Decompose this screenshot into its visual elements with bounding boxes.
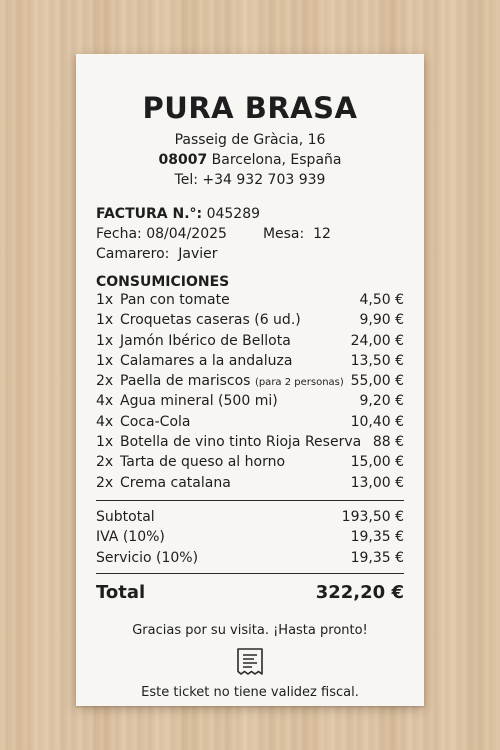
item-desc-text: Coca-Cola [120,413,191,430]
item-qty: 1x [96,292,114,308]
item-desc-text: Calamares a la andaluza [120,352,293,369]
item-desc-text: Tarta de queso al horno [120,454,286,471]
service-row [96,548,404,569]
item-desc-text: Botella de vino tinto Rioja Reserva [120,434,362,451]
total-value: 322,20 € [315,582,404,604]
item-desc-text: Paella de mariscos [120,373,255,390]
line-item [96,414,404,434]
item-price: 88 € [372,434,404,451]
service-label: Servicio (10%) [96,549,199,566]
line-item [96,353,404,373]
footer-note: Este ticket no tiene validez fiscal. [141,685,359,701]
iva-label: IVA (10%) [96,529,165,546]
invoice-label: FACTURA N.°: [96,206,203,222]
restaurant-name: PURA BRASA [142,91,358,125]
postal-code: 08007 [158,152,208,168]
line-item [96,312,404,332]
item-price: 24,00 € [350,332,404,349]
item-desc-text: Crema catalana [120,474,231,491]
item-price: 13,00 € [350,474,404,491]
line-item [96,434,404,454]
item-qty: 4x [96,413,114,430]
divider [96,500,404,501]
line-item [96,393,404,413]
item-qty: 1x [96,312,114,329]
item-desc-text: Croquetas caseras (6 ud.) [120,312,301,329]
subtotal-label: Subtotal [96,508,155,525]
item-desc [120,353,351,369]
item-desc [120,333,351,349]
item-price: 9,20 € [359,393,404,410]
item-desc-text: Jamón Ibérico de Bellota [120,332,291,349]
item-desc [120,292,359,308]
item-qty: 2x [96,454,114,471]
total-row [96,580,404,606]
item-price: 15,00 € [350,454,404,471]
item-desc [120,393,359,409]
invoice-number-row [96,204,404,224]
subtotal-value: 193,50 € [341,508,404,525]
item-desc-text: Pan con tomate [120,292,230,308]
subtotal-row [96,507,404,528]
item-qty: 4x [96,393,114,410]
item-desc [120,373,351,389]
item-desc [120,475,351,491]
total-label: Total [96,582,146,604]
invoice-date: 08/04/2025 [146,226,227,242]
table-label: Mesa: [262,226,305,242]
item-desc [120,434,373,450]
service-value: 19,35 € [350,549,404,566]
item-qty: 1x [96,352,114,369]
item-note: (para 2 personas) [254,377,344,389]
receipt [76,54,424,706]
table-number: 12 [313,226,331,242]
item-desc-text: Agua mineral (500 mi) [120,393,278,410]
item-desc [120,454,351,470]
address-line: Passeig de Gràcia, 16 [174,132,326,148]
date-table-row [96,224,404,244]
item-price: 4,50 € [359,292,404,308]
line-item [96,292,404,312]
waiter-name: Javier [178,246,218,262]
items-list [96,292,404,495]
city: Barcelona, España [211,152,342,168]
waiter-label: Camarero: [96,246,170,262]
item-desc [120,414,351,430]
line-item [96,454,404,474]
divider [96,573,404,574]
date-label: Fecha: [96,226,142,242]
line-item [96,475,404,495]
invoice-meta [96,204,404,264]
thanks-message: Gracias por su visita. ¡Hasta pronto! [132,623,368,639]
section-title: CONSUMICIONES [96,274,230,290]
iva-row [96,527,404,548]
item-price: 13,50 € [350,352,404,369]
item-qty: 1x [96,332,114,349]
line-item [96,373,404,393]
item-qty: 1x [96,434,114,451]
item-qty: 2x [96,373,114,390]
iva-value: 19,35 € [350,529,404,546]
item-price: 9,90 € [359,312,404,329]
item-price: 10,40 € [350,413,404,430]
item-qty: 2x [96,474,114,491]
city-line [96,150,404,170]
invoice-number: 045289 [206,206,261,222]
item-desc [120,312,359,328]
receipt-icon [234,646,266,678]
line-item [96,333,404,353]
waiter-row [96,244,404,264]
item-price: 55,00 € [350,373,404,390]
phone: Tel: +34 932 703 939 [174,172,326,188]
